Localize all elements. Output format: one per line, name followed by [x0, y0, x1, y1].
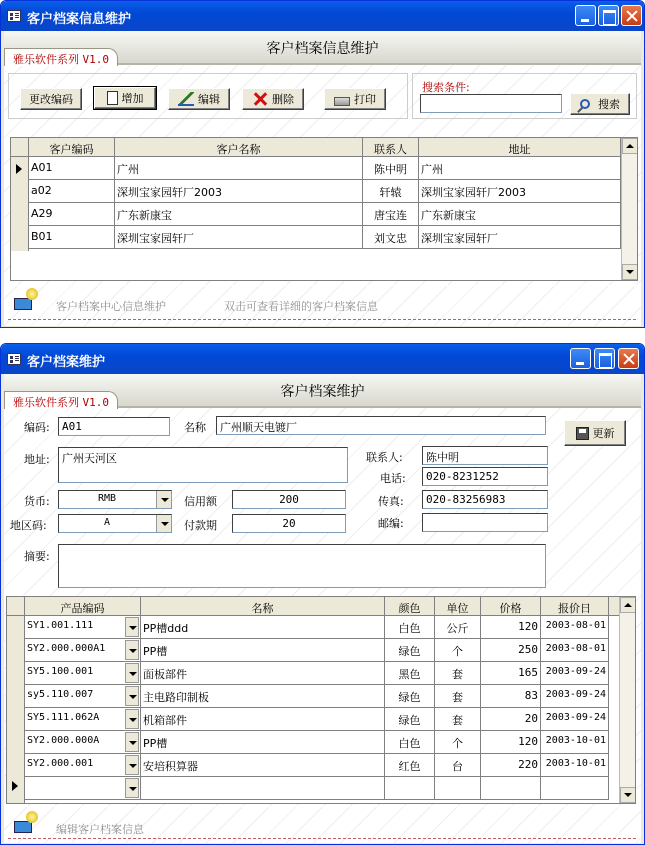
- table-row[interactable]: [29, 226, 621, 249]
- edit-label: 编辑: [198, 93, 220, 106]
- cell-address: 广州: [419, 157, 621, 180]
- search-button-label: 搜索: [598, 98, 620, 111]
- scroll-up-icon[interactable]: [622, 138, 638, 154]
- zip-label: 邮编:: [378, 517, 404, 530]
- cell-code-text: SY2.000.001: [27, 758, 94, 769]
- table-row[interactable]: [25, 708, 609, 731]
- search-button[interactable]: [570, 93, 630, 115]
- new-row-pointer-icon: [12, 781, 18, 791]
- region-value: A: [103, 517, 111, 528]
- current-row-pointer-icon: [16, 164, 22, 174]
- memo-input[interactable]: [58, 544, 546, 588]
- table-row[interactable]: [25, 731, 609, 754]
- chevron-down-icon[interactable]: [125, 732, 139, 752]
- code-input[interactable]: A01: [58, 417, 170, 436]
- delete-button[interactable]: [242, 88, 304, 110]
- cell-color: [385, 777, 435, 800]
- header-product-name[interactable]: 名称: [141, 597, 385, 616]
- cell-date: 2003-08-01: [541, 616, 609, 639]
- edit-icon: [178, 92, 194, 106]
- cell-name: 机箱部件: [141, 708, 385, 731]
- chevron-down-icon[interactable]: [125, 778, 139, 798]
- cell-price: 165: [481, 662, 541, 685]
- cell-code[interactable]: [25, 685, 141, 708]
- cell-name: 安培积算器: [141, 754, 385, 777]
- memo-label: 摘要:: [24, 550, 50, 563]
- version-label: V1.0: [82, 53, 109, 66]
- currency-value: RMB: [97, 493, 117, 504]
- fax-input[interactable]: 020-83256983: [422, 490, 548, 509]
- cell-name: 深圳宝家园轩厂: [115, 226, 363, 249]
- cell-unit: 公斤: [435, 616, 481, 639]
- status-bar: [4, 806, 641, 842]
- chevron-down-icon[interactable]: [125, 663, 139, 683]
- contact-input[interactable]: 陈中明: [422, 446, 548, 465]
- banner-title: 客户档案信息维护: [266, 41, 379, 57]
- computer-icon: [14, 811, 38, 833]
- status-text-primary: 编辑客户档案信息: [56, 823, 144, 836]
- new-row[interactable]: [25, 777, 609, 800]
- software-series-tab: [4, 391, 118, 409]
- header-customer-code[interactable]: 客户编码: [29, 138, 115, 157]
- cell-name: PP槽: [141, 731, 385, 754]
- scroll-down-icon[interactable]: [620, 787, 636, 803]
- banner-title: 客户档案维护: [280, 384, 365, 400]
- cell-code-text: sy5.110.007: [27, 689, 94, 700]
- cell-contact: 唐宝连: [363, 203, 419, 226]
- title-bar[interactable]: [1, 344, 644, 374]
- cell-code[interactable]: [25, 616, 141, 639]
- header-indicator: [11, 138, 29, 157]
- credit-label: 信用额: [184, 495, 217, 508]
- banner: [4, 31, 641, 65]
- cell-code: A29: [29, 203, 115, 226]
- fax-label: 传真:: [378, 495, 404, 508]
- currency-select[interactable]: [58, 490, 172, 509]
- cell-name: PP槽ddd: [141, 616, 385, 639]
- payment-input[interactable]: 20: [232, 514, 346, 533]
- cell-address: 深圳宝家园轩厂: [419, 226, 621, 249]
- code-label: 编码:: [24, 421, 50, 434]
- cell-code-text: SY1.001.111: [27, 620, 94, 631]
- cell-code: A01: [29, 157, 115, 180]
- save-icon: [576, 427, 589, 440]
- chevron-down-icon[interactable]: [125, 686, 139, 706]
- close-button[interactable]: [618, 348, 639, 369]
- cell-unit: 套: [435, 708, 481, 731]
- cell-unit: [435, 777, 481, 800]
- region-select[interactable]: [58, 514, 172, 533]
- cell-name: PP槽: [141, 639, 385, 662]
- grid-header: [11, 138, 621, 157]
- cell-price: 220: [481, 754, 541, 777]
- update-label: 更新: [592, 427, 615, 440]
- status-divider: [8, 838, 636, 839]
- table-row[interactable]: [29, 203, 621, 226]
- cell-code-text: SY5.111.062A: [27, 712, 100, 723]
- header-address[interactable]: 地址: [419, 138, 621, 157]
- cell-unit: 个: [435, 639, 481, 662]
- cell-color: 白色: [385, 731, 435, 754]
- grid-vertical-scrollbar[interactable]: [621, 138, 637, 280]
- status-divider: [8, 319, 636, 320]
- customer-grid: [10, 137, 638, 281]
- header-unit[interactable]: 单位: [435, 597, 481, 616]
- cell-name: 面板部件: [141, 662, 385, 685]
- currency-label: 货币:: [24, 495, 50, 508]
- payment-label: 付款期: [184, 519, 217, 532]
- cell-price: 250: [481, 639, 541, 662]
- chevron-down-icon[interactable]: [125, 709, 139, 729]
- series-label: 雅乐软件系列: [13, 396, 79, 409]
- cell-code[interactable]: [25, 708, 141, 731]
- change-code-label: 更改编码: [29, 93, 73, 106]
- cell-date: 2003-09-24: [541, 662, 609, 685]
- table-row[interactable]: [25, 662, 609, 685]
- customer-edit-window: [0, 343, 645, 845]
- cell-price: 83: [481, 685, 541, 708]
- add-button[interactable]: [94, 87, 156, 109]
- row-indicator-column: [11, 157, 29, 251]
- new-document-icon: [107, 91, 118, 105]
- minimize-button[interactable]: [575, 5, 596, 26]
- row-indicator-column: [7, 616, 25, 804]
- maximize-button[interactable]: [598, 5, 619, 26]
- chevron-down-icon[interactable]: [125, 640, 139, 660]
- cell-name: 主电路印制板: [141, 685, 385, 708]
- printer-icon: [334, 97, 350, 106]
- cell-code[interactable]: [25, 639, 141, 662]
- cell-code-text: SY2.000.000A1: [27, 643, 106, 654]
- search-label: 搜索条件:: [422, 81, 470, 94]
- cell-color: 绿色: [385, 708, 435, 731]
- header-product-code[interactable]: 产品编码: [25, 597, 141, 616]
- cell-code-text: SY2.000.000A: [27, 735, 100, 746]
- table-row[interactable]: [29, 157, 621, 180]
- header-color[interactable]: 颜色: [385, 597, 435, 616]
- chevron-down-icon[interactable]: [156, 491, 171, 508]
- cell-name: 广州: [115, 157, 363, 180]
- cell-unit: 个: [435, 731, 481, 754]
- scroll-down-icon[interactable]: [622, 264, 638, 280]
- address-label: 地址:: [24, 453, 50, 466]
- banner: [4, 374, 641, 408]
- window-icon[interactable]: [7, 10, 21, 22]
- table-row[interactable]: [25, 639, 609, 662]
- window-title: 客户档案信息维护: [27, 12, 132, 27]
- minimize-button[interactable]: [570, 348, 591, 369]
- cell-name: 广东新康宝: [115, 203, 363, 226]
- software-series-tab: [4, 48, 118, 66]
- header-quote-date[interactable]: 报价日: [541, 597, 609, 616]
- header-contact[interactable]: 联系人: [363, 138, 419, 157]
- scroll-up-icon[interactable]: [620, 597, 636, 613]
- table-row[interactable]: [25, 685, 609, 708]
- header-customer-name[interactable]: 客户名称: [115, 138, 363, 157]
- cell-code[interactable]: [25, 777, 141, 800]
- cell-contact: 陈中明: [363, 157, 419, 180]
- window-client-area: [4, 374, 641, 843]
- customer-archive-window: [0, 0, 645, 328]
- status-text-primary: 客户档案中心信息维护: [56, 300, 166, 313]
- zip-input[interactable]: [422, 513, 548, 532]
- delete-label: 删除: [272, 93, 294, 106]
- cell-unit: 套: [435, 685, 481, 708]
- cell-code[interactable]: [25, 754, 141, 777]
- computer-icon: [14, 288, 38, 310]
- change-code-button[interactable]: [20, 88, 82, 110]
- status-text-hint: 双击可查看详细的客户档案信息: [224, 300, 378, 313]
- print-label: 打印: [354, 93, 376, 106]
- close-button[interactable]: [621, 5, 642, 26]
- header-indicator: [7, 597, 25, 616]
- cell-date: 2003-10-01: [541, 754, 609, 777]
- cell-color: 白色: [385, 616, 435, 639]
- phone-label: 电话:: [380, 472, 406, 485]
- delete-icon: [252, 92, 268, 106]
- version-label: V1.0: [82, 396, 109, 409]
- series-label: 雅乐软件系列: [13, 53, 79, 66]
- print-button[interactable]: [324, 88, 386, 110]
- cell-code[interactable]: [25, 731, 141, 754]
- table-row[interactable]: [29, 180, 621, 203]
- table-row[interactable]: [25, 616, 609, 639]
- cell-date: 2003-10-01: [541, 731, 609, 754]
- cell-code: B01: [29, 226, 115, 249]
- edit-button[interactable]: [168, 88, 230, 110]
- window-client-area: [4, 31, 641, 326]
- cell-color: 绿色: [385, 639, 435, 662]
- grid-vertical-scrollbar[interactable]: [619, 597, 635, 803]
- grid-header: [7, 597, 619, 616]
- title-bar[interactable]: [1, 1, 644, 31]
- cell-name: 深圳宝家园轩厂2003: [115, 180, 363, 203]
- cell-address: 广东新康宝: [419, 203, 621, 226]
- cell-code: a02: [29, 180, 115, 203]
- chevron-down-icon[interactable]: [156, 515, 171, 532]
- cell-contact: 轩辕: [363, 180, 419, 203]
- update-button[interactable]: [564, 420, 626, 446]
- cell-price: 120: [481, 616, 541, 639]
- search-input[interactable]: [420, 94, 562, 113]
- chevron-down-icon[interactable]: [125, 617, 139, 637]
- cell-date: 2003-09-24: [541, 685, 609, 708]
- cell-address: 深圳宝家园轩厂2003: [419, 180, 621, 203]
- search-icon: [580, 99, 590, 109]
- header-price[interactable]: 价格: [481, 597, 541, 616]
- credit-input[interactable]: 200: [232, 490, 346, 509]
- chevron-down-icon[interactable]: [125, 755, 139, 775]
- region-label: 地区码:: [10, 519, 47, 532]
- cell-code-text: SY5.100.001: [27, 666, 94, 677]
- phone-input[interactable]: 020-8231252: [422, 467, 548, 486]
- cell-date: 2003-08-01: [541, 639, 609, 662]
- address-input[interactable]: 广州天河区: [58, 447, 348, 483]
- maximize-button[interactable]: [594, 348, 615, 369]
- cell-color: 红色: [385, 754, 435, 777]
- name-label: 名称: [184, 421, 206, 434]
- window-icon[interactable]: [7, 353, 21, 365]
- table-row[interactable]: [25, 754, 609, 777]
- cell-color: 绿色: [385, 685, 435, 708]
- status-bar: [4, 285, 641, 321]
- product-grid: [6, 596, 636, 804]
- cell-contact: 刘文忠: [363, 226, 419, 249]
- cell-unit: 套: [435, 662, 481, 685]
- cell-price: [481, 777, 541, 800]
- add-label: 增加: [121, 92, 144, 105]
- cell-code[interactable]: [25, 662, 141, 685]
- cell-price: 120: [481, 731, 541, 754]
- cell-price: 20: [481, 708, 541, 731]
- cell-color: 黑色: [385, 662, 435, 685]
- cell-date: 2003-09-24: [541, 708, 609, 731]
- contact-label: 联系人:: [366, 451, 403, 464]
- name-input[interactable]: 广州顺天电镀厂: [216, 416, 546, 435]
- cell-date: [541, 777, 609, 800]
- cell-name: [141, 777, 385, 800]
- cell-unit: 台: [435, 754, 481, 777]
- window-title: 客户档案维护: [27, 355, 106, 370]
